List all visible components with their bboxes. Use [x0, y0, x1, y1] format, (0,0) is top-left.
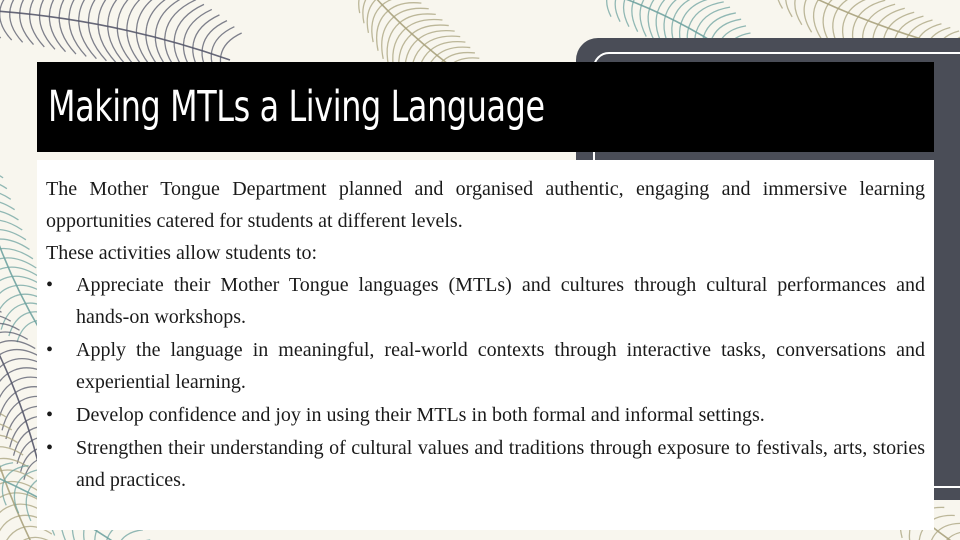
bullet-item	[46, 334, 925, 398]
bullet-text: Apply the language in meaningful, real-world contexts through interactive tasks, conversations and experiential learning.	[76, 339, 925, 393]
bullet-item	[46, 399, 925, 431]
bullet-dot: •	[46, 437, 54, 459]
title-bar	[37, 62, 934, 152]
intro-paragraph: The Mother Tongue Department planned and organised authentic, engaging and immersive learning opportunities catered for students at different levels.	[46, 178, 925, 232]
slide-title: Making MTLs a Living Language	[48, 82, 545, 132]
bullet-dot: •	[46, 404, 54, 426]
bullet-list	[46, 269, 925, 496]
bullet-text: Strengthen their understanding of cultural values and traditions through exposure to festivals, arts, stories and practices.	[76, 437, 925, 491]
bullet-item	[46, 432, 925, 496]
content-box	[37, 160, 934, 530]
bullet-item	[46, 269, 925, 333]
bullet-text: Develop confidence and joy in using their MTLs in both formal and informal settings.	[76, 404, 765, 426]
bullet-dot: •	[46, 339, 54, 361]
bullet-dot: •	[46, 274, 54, 296]
bullet-text: Appreciate their Mother Tongue languages (MTLs) and cultures through cultural performances and hands-on workshops.	[76, 274, 925, 328]
lead-in-text: These activities allow students to:	[46, 242, 318, 264]
